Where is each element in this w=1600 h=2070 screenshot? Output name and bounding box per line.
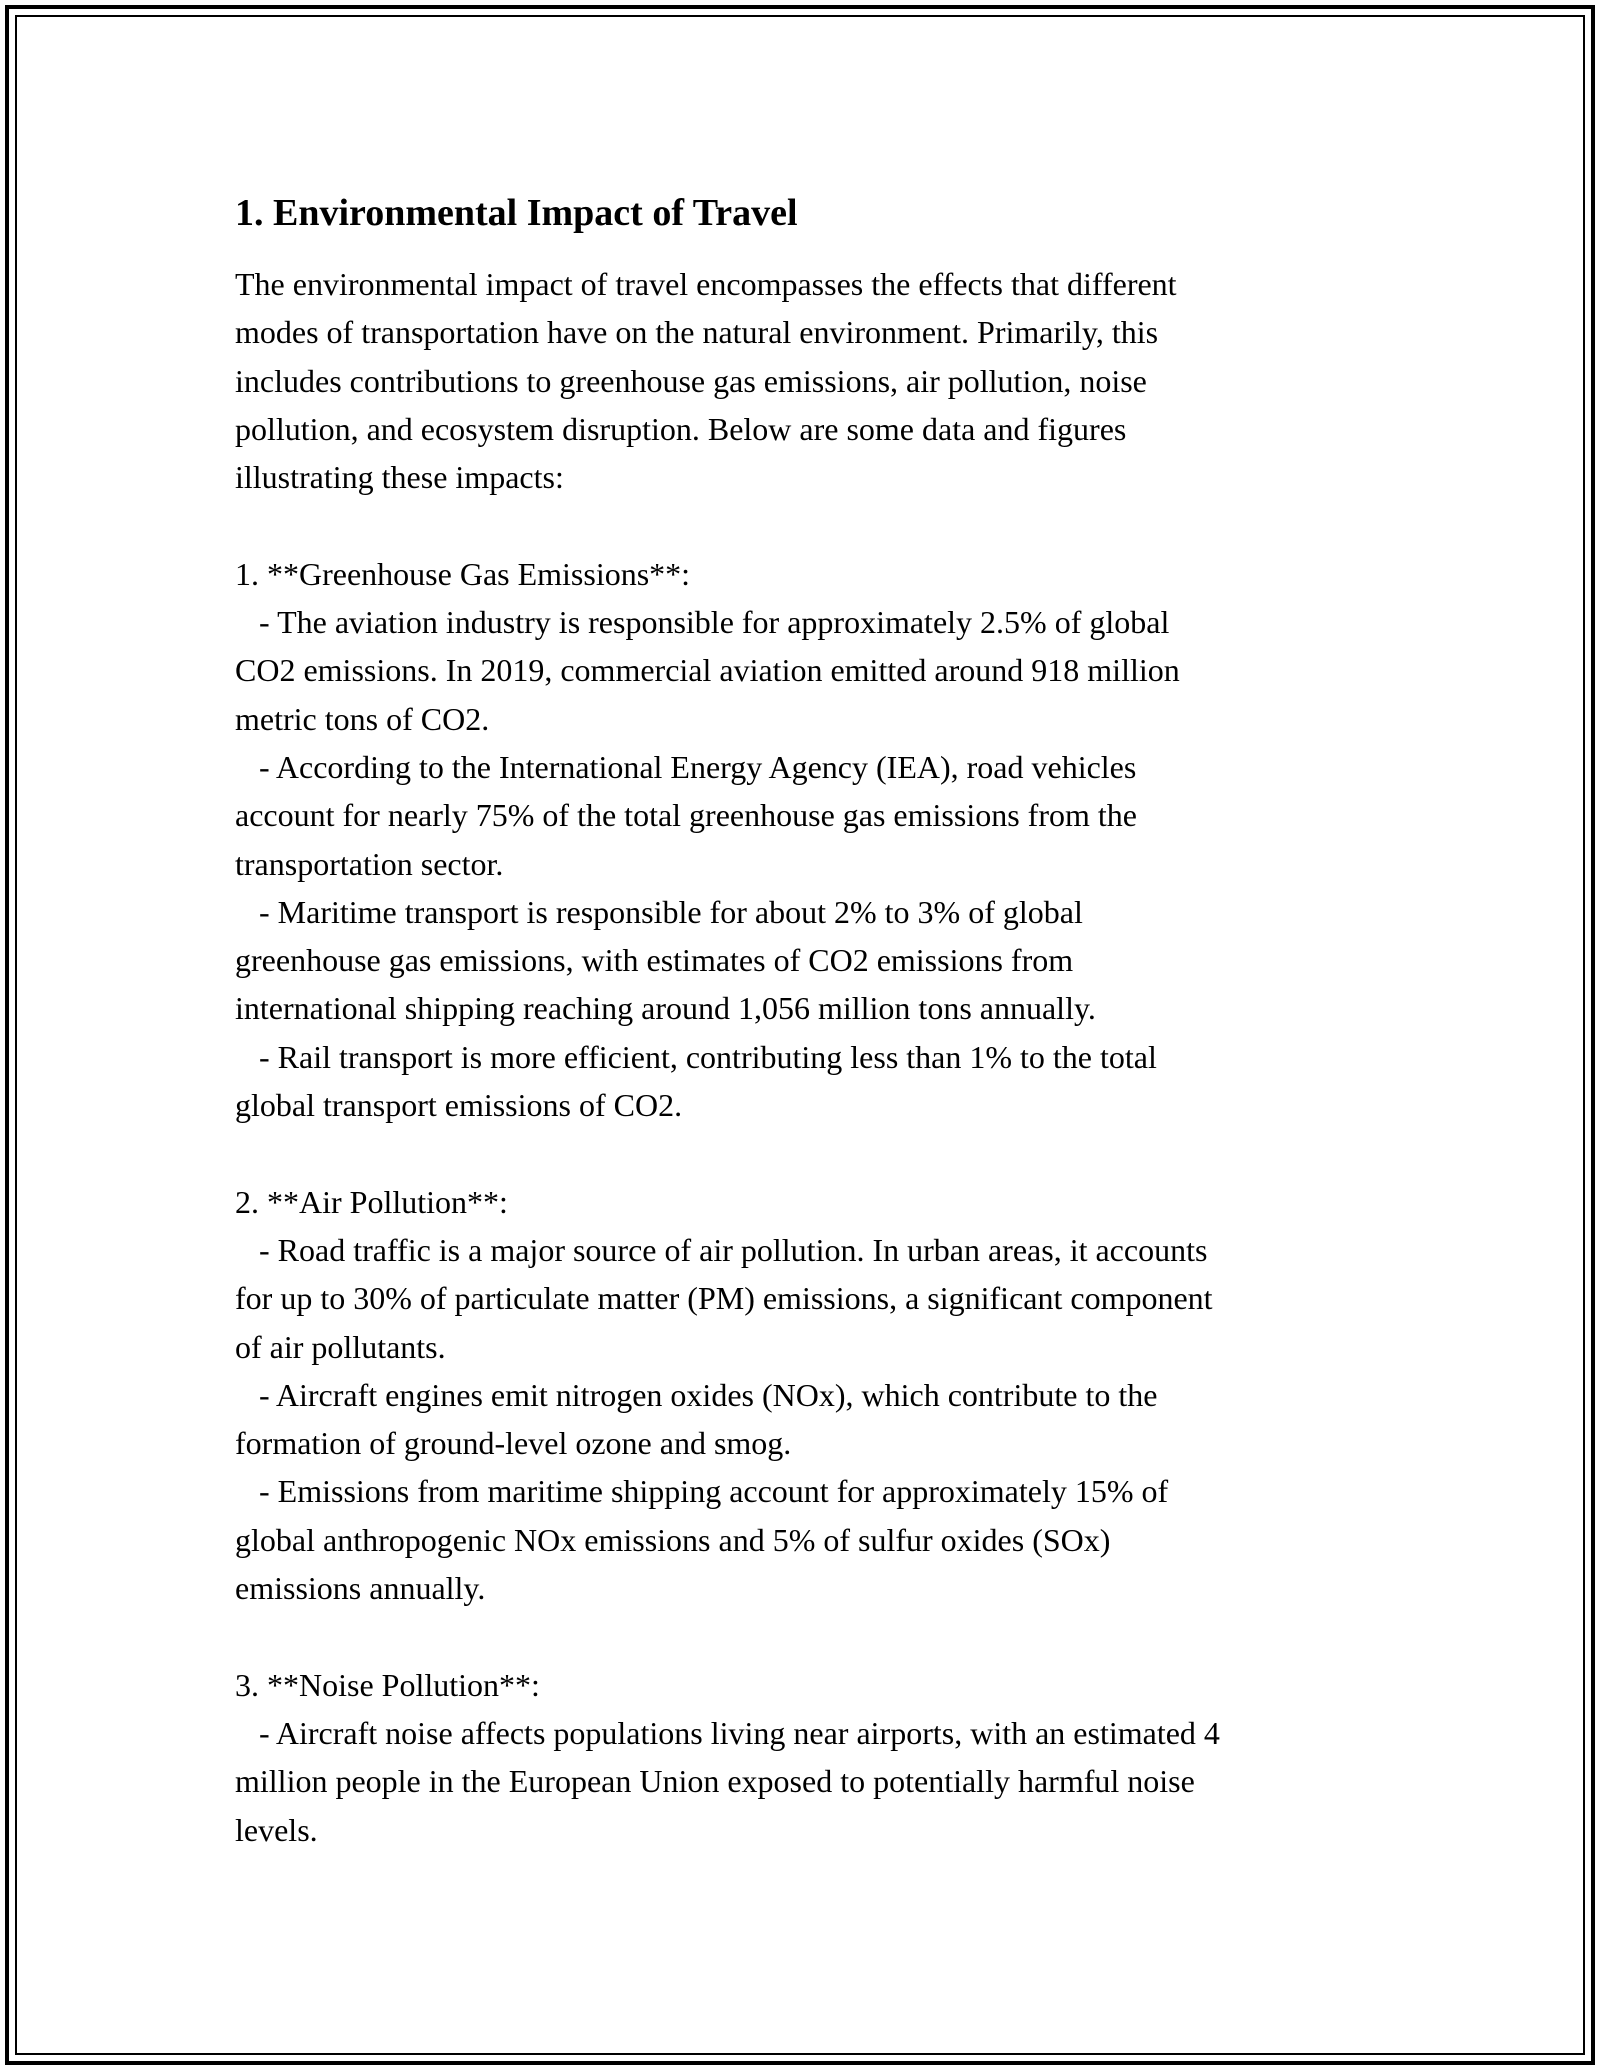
document-content — [235, 188, 1385, 1854]
section-body-text: The environmental impact of travel encompasses the effects that different modes of transportation have on the natural environment. Primarily, this includes contributions to greenhouse gas emissions, air pollution, noise pollution, and ecosystem disruption. Below are some data and figures illustrating these impacts: 1. **Greenhouse Gas Emissions**: - The aviation industry is responsible for approximately 2.5% of global CO2 emissions. In 2019, commercial aviation emitted around 918 million metric tons of CO2. - According to the International Energy Agency (IEA), road vehicles account for nearly 75% of the total greenhouse gas emissions from the transportation sector. - Maritime transport is responsible for about 2% to 3% of global greenhouse gas emissions, with estimates of CO2 emissions from international shipping reaching around 1,056 million tons annually. - Rail transport is more efficient, contributing less than 1% to the total global transport emissions of CO2. 2. **Air Pollution**: - Road traffic is a major source of air pollution. In urban areas, it accounts for up to 30% of particulate matter (PM) emissions, a significant component of air pollutants. - Aircraft engines emit nitrogen oxides (NOx), which contribute to the formation of ground-level ozone and smog. - Emissions from maritime shipping account for approximately 15% of global anthropogenic NOx emissions and 5% of sulfur oxides (SOx) emissions annually. 3. **Noise Pollution**: - Aircraft noise affects populations living near airports, with an estimated 4 million people in the European Union exposed to potentially harmful noise levels. — [235, 266, 1220, 1848]
section-heading: 1. Environmental Impact of Travel — [235, 192, 798, 234]
